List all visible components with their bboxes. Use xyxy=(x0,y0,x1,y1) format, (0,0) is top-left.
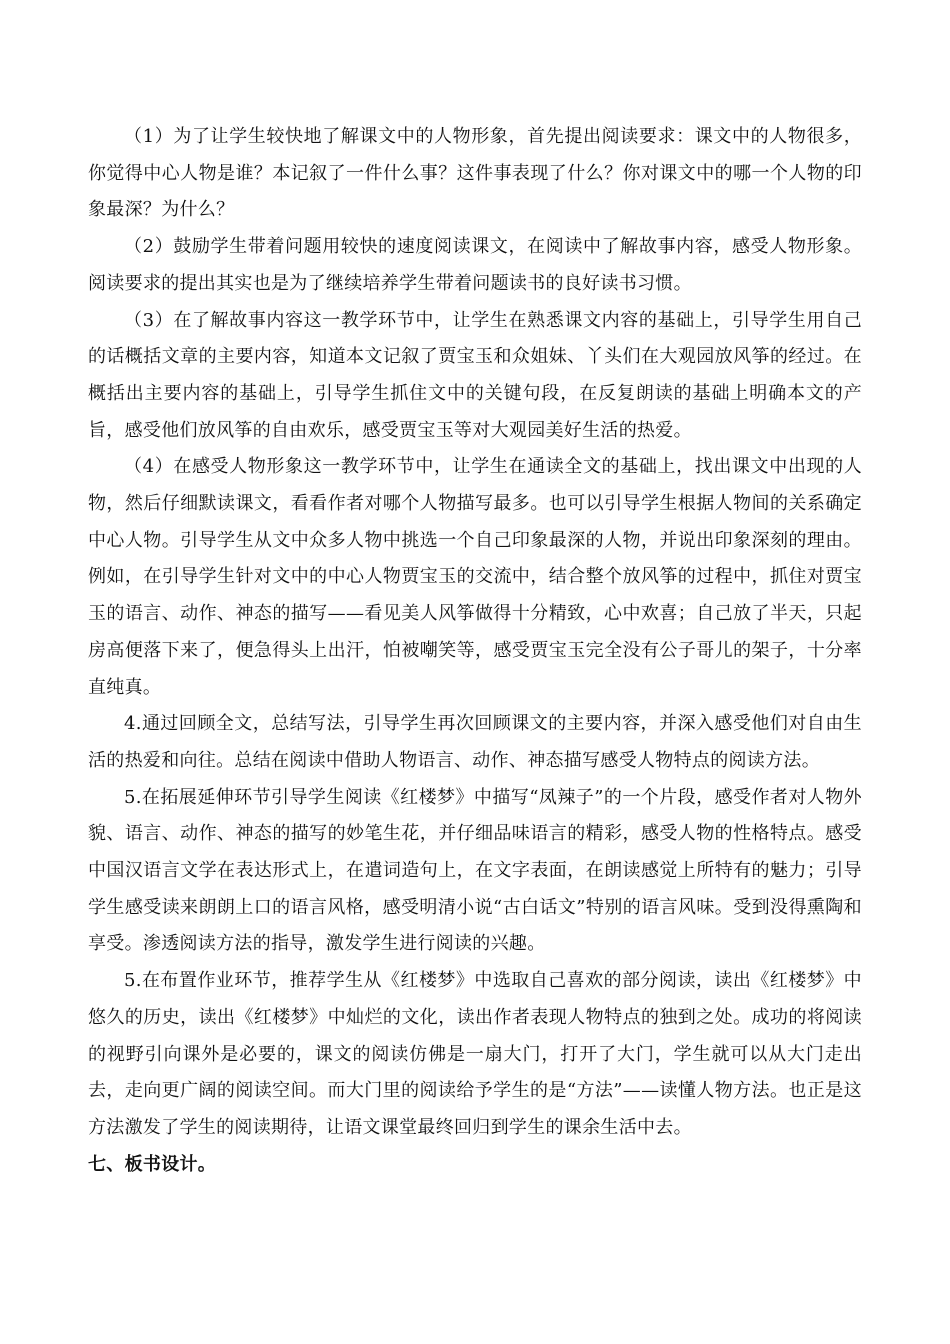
document-body xyxy=(88,119,862,1183)
paragraph-encourage-reading: （2）鼓励学生带着问题用较快的速度阅读课文，在阅读中了解故事内容，感受人物形象。阅读要求的提出其实也是为了继续培养学生带着问题读书的良好读书习惯。 xyxy=(88,236,862,294)
paragraph-character-image: （4）在感受人物形象这一教学环节中，让学生在通读全文的基础上，找出课文中出现的人物，然后仔细默读课文，看看作者对哪个人物描写最多。也可以引导学生根据人物间的关系确定中心人物。引导学生从文中众多人物中挑选一个自己印象最深的人物，并说出印象深刻的理由。例如，在引导学生针对文中的中心人物贾宝玉的交流中，结合整个放风筝的过程中，抓住对贾宝玉的语言、动作、神态的描写——看见美人风筝做得十分精致，心中欢喜；自己放了半天，只起房高便落下来了，便急得头上出汗，怕被嘲笑等，感受贾宝玉完全没有公子哥儿的架子，十分率直纯真。 xyxy=(88,456,862,698)
paragraph-reading-requirements: （1）为了让学生较快地了解课文中的人物形象，首先提出阅读要求：课文中的人物很多，你觉得中心人物是谁？本记叙了一件什么事？这件事表现了什么？你对课文中的哪一个人物的印象最深？为什么？ xyxy=(88,126,862,221)
paragraph-homework: 5.在布置作业环节，推荐学生从《红楼梦》中选取自己喜欢的部分阅读，读出《红楼梦》中悠久的历史，读出《红楼梦》中灿烂的文化，读出作者表现人物特点的独到之处。成功的将阅读的视野引向课外是必要的，课文的阅读仿佛是一扇大门，打开了大门，学生就可以从大门走出去，走向更广阔的阅读空间。而大门里的阅读给予学生的是“方法”——读懂人物方法。也正是这方法激发了学生的阅读期待，让语文课堂最终回归到学生的课余生活中去。 xyxy=(88,970,862,1138)
paragraph-review-summary: 4.通过回顾全文，总结写法，引导学生再次回顾课文的主要内容，并深入感受他们对自由生活的热爱和向往。总结在阅读中借助人物语言、动作、神态描写感受人物特点的阅读方法。 xyxy=(88,713,862,771)
section-heading-board-design: 七、板书设计。 xyxy=(88,1153,217,1175)
paragraph-story-content: （3）在了解故事内容这一教学环节中，让学生在熟悉课文内容的基础上，引导学生用自己的话概括文章的主要内容，知道本文记叙了贾宝玉和众姐妹、丫头们在大观园放风筝的经过。在概括出主要内容的基础上，引导学生抓住文中的关键句段，在反复朗读的基础上明确本文的产旨，感受他们放风筝的自由欢乐，感受贾宝玉等对大观园美好生活的热爱。 xyxy=(88,309,862,441)
paragraph-extension-reading: 5.在拓展延伸环节引导学生阅读《红楼梦》中描写“凤辣子”的一个片段，感受作者对人物外貌、语言、动作、神态的描写的妙笔生花，并仔细品味语言的精彩，感受人物的性格特点。感受中国汉语言文学在表达形式上，在遣词造句上，在文字表面，在朗读感觉上所特有的魅力；引导学生感受读来朗朗上口的语言风格，感受明清小说“古白话文”特别的语言风味。受到没得熏陶和享受。渗透阅读方法的指导，激发学生进行阅读的兴趣。 xyxy=(88,786,862,955)
